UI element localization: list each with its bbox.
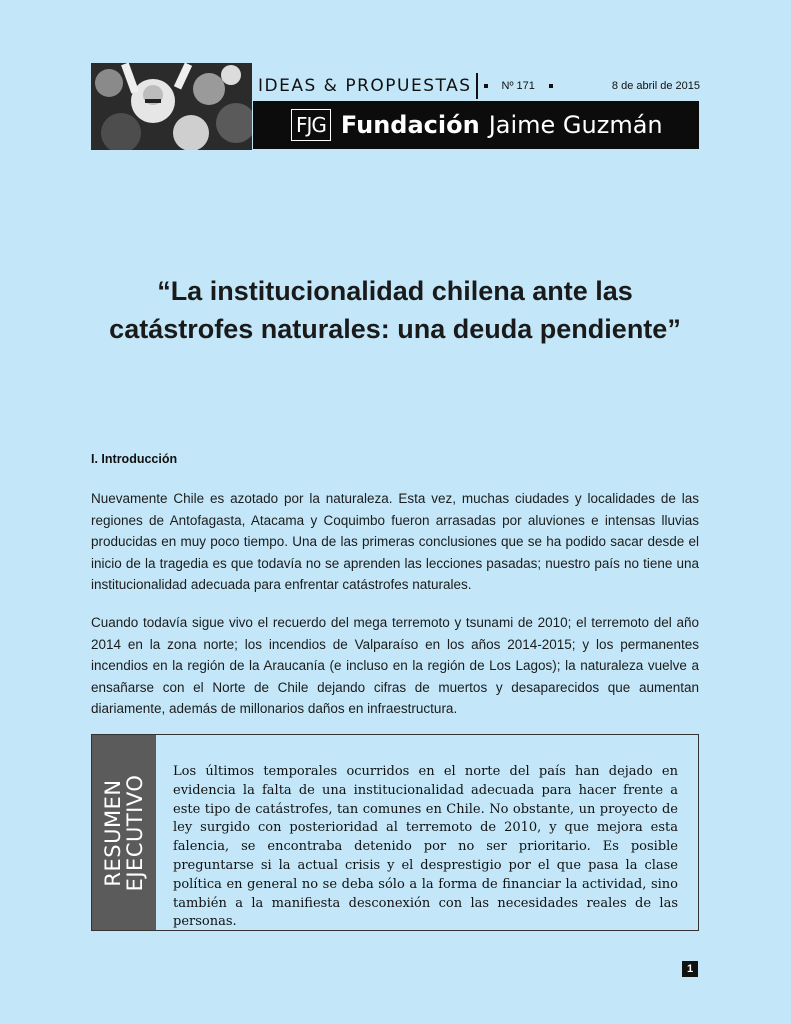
issue-date: 8 de abril de 2015	[611, 80, 700, 92]
paragraph: Cuando todavía sigue vivo el recuerdo del mega terremoto y tsunami de 2010; el terremoto del año 2014 en la zona norte; los incendios de Valparaíso en los años 2014-2015; y los permanentes incendios en la región de la Araucanía (e incluso en la región de Los Lagos); la naturaleza vuelve a ensañarse con el Norte de Chile dejando cifras de muertos y desaparecidos que aumentan diariamente, además de millonarios daños en infraestructura.	[91, 615, 699, 716]
summary-label: RESUMEN EJECUTIVO	[101, 774, 147, 891]
bullet-square-icon	[484, 84, 488, 88]
org-name-light: Jaime Guzmán	[488, 111, 663, 139]
summary-label-tab	[92, 735, 156, 930]
document-title: “La institucionalidad chilena ante las catástrofes naturales: una deuda pendiente”	[109, 276, 681, 344]
org-name-bold: Fundación	[340, 111, 480, 139]
page-number: 1	[682, 961, 698, 977]
series-name: IDEAS & PROPUESTAS	[258, 76, 472, 96]
executive-summary	[91, 734, 699, 931]
header-photo	[91, 63, 252, 150]
issue-number: Nº 171	[501, 80, 535, 92]
summary-text: Los últimos temporales ocurridos en el norte del país han dejado en evidencia la falta de una institucionalidad adecuada para hacer frente a este tipo de catástrofes, tan comunes en Chile. No obstante, un proyecto de ley surgido con posterioridad al terremoto de 2010, y que mejora esta falencia, se encontraba detenido por no ser prioritario. Es posible preguntarse si la actual crisis y el desprestigio por el que pasa la clase política en general no se deba sólo a la forma de financiar la actividad, sino también a la manifiesta desconexión con las necesidades reales de las personas.	[173, 764, 678, 930]
brand-bar	[253, 101, 699, 149]
bullet-square-icon	[549, 84, 553, 88]
section-heading: I. Introducción	[91, 452, 178, 466]
series-line	[258, 74, 700, 98]
series-divider	[476, 73, 478, 99]
fjg-logo: FJG	[291, 109, 331, 141]
paragraph: Nuevamente Chile es azotado por la naturaleza. Esta vez, muchas ciudades y localidades de las regiones de Antofagasta, Atacama y Coquimbo fueron arrasadas por aluviones e intensas lluvias producidas en muy poco tiempo. Una de las primeras conclusiones que se ha podido sacar desde el inicio de la tragedia es que todavía no se aprenden las lecciones pasadas; nuestro país no tiene una institucionalidad adecuada para enfrentar catástrofes naturales.	[91, 491, 699, 592]
